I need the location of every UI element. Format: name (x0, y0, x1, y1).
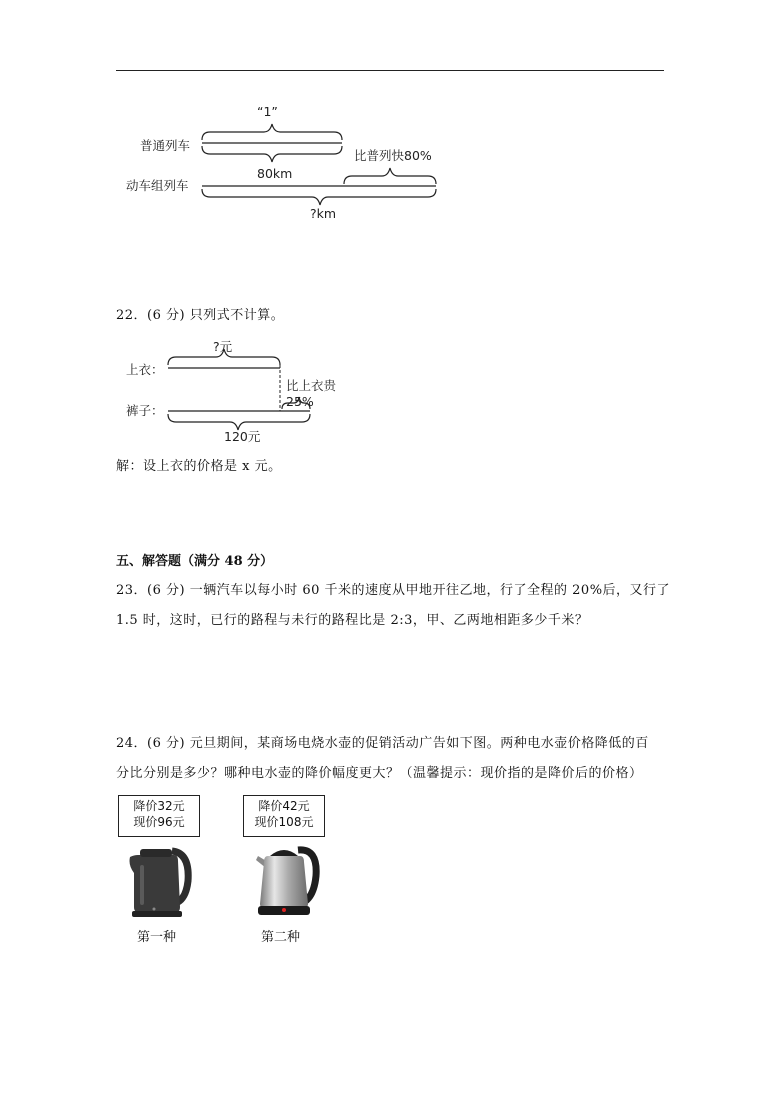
kettle1-image (126, 843, 196, 919)
q24-line1: 24．(6 分) 元旦期间，某商场电烧水壶的促销活动广告如下图。两种电水壶价格降低的百 (116, 736, 649, 751)
label-pants-price: 120元 (224, 429, 261, 444)
brace-total (202, 189, 436, 205)
kettle2-current-price: 现价108元 (254, 815, 314, 829)
train-diagram (116, 100, 456, 225)
kettle1-current-price: 现价96元 (133, 815, 185, 829)
label-faster: 比普列快80% (354, 148, 432, 163)
kettle2-caption: 第二种 (261, 930, 301, 945)
q23-line2: 1.5 时，这时，已行的路程与未行的路程比是 2:3，甲、乙两地相距多少千米？ (116, 613, 589, 628)
label-shirt-price: ?元 (213, 339, 233, 354)
pants-label: 裤子： (126, 403, 164, 418)
kettle2-price-box (243, 795, 325, 837)
kettle1-price-cut: 降价32元 (133, 799, 185, 813)
row2-label: 动车组列车 (126, 178, 189, 193)
kettle2-image (254, 842, 324, 920)
q22-solution: 解：设上衣的价格是 x 元。 (116, 459, 282, 474)
kettle1-price-box (118, 795, 200, 837)
q23-line1: 23．(6 分) 一辆汽车以每小时 60 千米的速度从甲地开往乙地，行了全程的 20%后，又行了 (116, 583, 671, 598)
row1-label: 普通列车 (140, 138, 191, 153)
brace-top (202, 124, 342, 140)
q24-line2: 分比分别是多少？哪种电水壶的降价幅度更大？（温馨提示：现价指的是降价后的价格） (116, 766, 643, 781)
clothes-diagram (116, 335, 356, 445)
brace-80km (202, 146, 342, 162)
section-heading: 五、解答题（满分 48 分） (116, 554, 274, 569)
brace-faster (344, 168, 436, 184)
shirt-label: 上衣： (126, 362, 164, 377)
kettle2-price-cut: 降价42元 (258, 799, 310, 813)
q22-text: 22．(6 分) 只列式不计算。 (116, 308, 285, 323)
label-extra: 比上衣贵25% (286, 378, 337, 409)
header-rule (116, 70, 664, 71)
label-80km: 80km (257, 166, 293, 181)
kettle1-caption: 第一种 (137, 930, 177, 945)
label-total: ?km (310, 206, 337, 221)
label-one: “1” (257, 104, 278, 119)
